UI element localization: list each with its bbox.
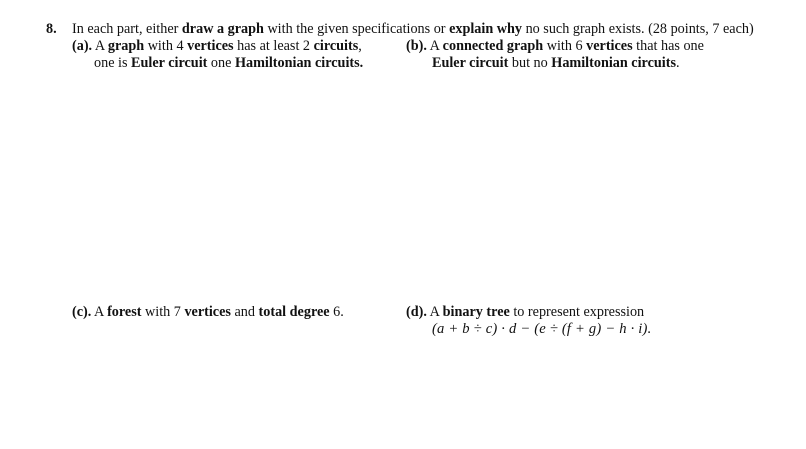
- part-b-text: with 6: [543, 38, 587, 54]
- part-d-text: A: [426, 304, 443, 320]
- part-d-binary-tree: binary tree: [442, 304, 510, 320]
- part-b-text: that has one: [632, 38, 704, 54]
- part-b-label: (b).: [406, 38, 427, 54]
- part-c-text: with 7: [141, 304, 185, 320]
- part-b-line-1: [406, 39, 704, 53]
- intro-text-5: no such graph exists. (28 points, 7 each): [522, 21, 754, 37]
- part-a-euler-circuit: Euler circuit: [131, 55, 208, 71]
- intro-draw-graph: draw a graph: [181, 21, 264, 37]
- part-b-hamiltonian-circuits: Hamiltonian circuits: [551, 55, 676, 71]
- part-a-text: with 4: [144, 38, 188, 54]
- part-a-text: one is: [94, 55, 132, 71]
- intro-explain-why: explain why: [449, 21, 523, 37]
- part-b-connected-graph: connected graph: [442, 38, 544, 54]
- part-c-total-degree: total degree: [258, 304, 330, 320]
- part-c-text: and: [230, 304, 259, 320]
- part-a-graph: graph: [107, 38, 145, 54]
- part-a-circuits: circuits: [313, 38, 359, 54]
- part-b-euler-circuit: Euler circuit: [432, 55, 509, 71]
- part-b-text: A: [426, 38, 443, 54]
- part-a-text: has at least 2: [233, 38, 314, 54]
- part-c-text: A: [91, 304, 108, 320]
- part-c-text: 6.: [329, 304, 344, 320]
- part-b-line-2: [432, 56, 680, 70]
- part-b-vertices: vertices: [586, 38, 633, 54]
- part-d-text: to represent expression: [509, 304, 645, 320]
- problem-intro: [72, 22, 754, 36]
- part-a-label: (a).: [72, 38, 93, 54]
- part-d-line-1: [406, 305, 644, 319]
- problem-number: 8.: [46, 21, 57, 37]
- intro-text-3: with the given specifications or: [263, 21, 450, 37]
- part-d-label: (d).: [406, 304, 427, 320]
- part-b-text: but no: [508, 55, 552, 71]
- intro-text-1: In each part, either: [72, 21, 182, 37]
- part-a-hamiltonian-circuits: Hamiltonian circuits.: [234, 55, 364, 71]
- part-a-vertices: vertices: [187, 38, 234, 54]
- part-d-expression: (a + b ÷ c) · d − (e ÷ (f + g) − h · i).: [432, 321, 652, 337]
- part-c-vertices: vertices: [184, 304, 231, 320]
- part-a-text: ,: [358, 38, 362, 54]
- part-c-line-1: [72, 305, 344, 319]
- part-a-line-2: [94, 56, 363, 70]
- part-a-text: A: [92, 38, 108, 54]
- part-c-forest: forest: [107, 304, 142, 320]
- part-a-text: one: [207, 55, 235, 71]
- part-a-line-1: [72, 39, 362, 53]
- part-b-text: .: [675, 55, 680, 71]
- part-c-label: (c).: [72, 304, 92, 320]
